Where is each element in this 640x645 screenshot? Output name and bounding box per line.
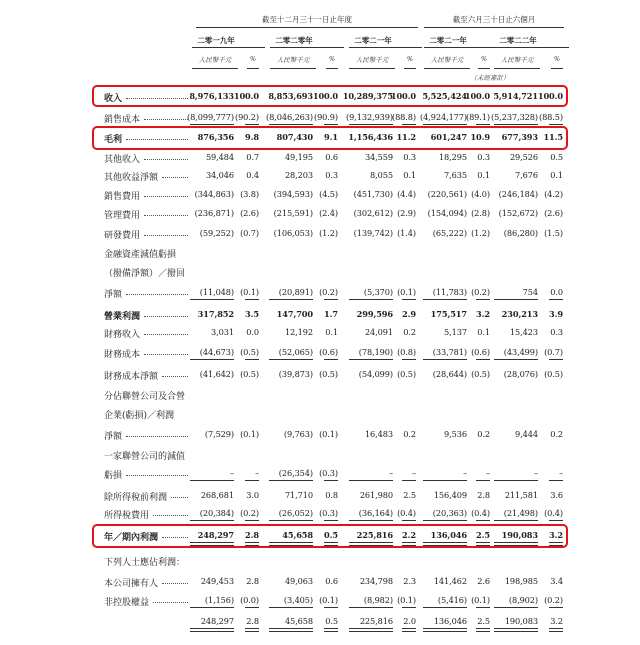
cell-amount: (394,593) (273, 189, 313, 199)
cell-amount: 261,980 (359, 490, 393, 500)
cell-percent: (90.9) (313, 112, 338, 122)
cell-amount: (52,065) (278, 347, 313, 357)
cell-amount: 248,297 (200, 616, 234, 626)
row-label: 銷售費用 (104, 192, 141, 202)
cell-amount: 8,853,693 (268, 91, 313, 101)
cell-percent: (0.5) (397, 369, 416, 379)
year-group-header: 截至十二月三十一日止年度 (262, 15, 352, 24)
cell-amount: 49,195 (284, 152, 313, 162)
cell-percent: (89.1) (465, 112, 490, 122)
unit-label: 人民幣千元 (198, 56, 232, 64)
cell-percent: (0.2) (319, 287, 338, 297)
cell-amount: (36,164) (358, 508, 393, 518)
row-label: 財務成本淨額 (104, 372, 159, 382)
row-label: 銷售成本 (104, 115, 141, 125)
cell-percent: 0.1 (403, 170, 416, 180)
cell-percent: 0.1 (550, 170, 563, 180)
cell-percent: 100.0 (312, 91, 338, 101)
cell-amount: (9,132,939) (346, 112, 393, 122)
cell-amount: 807,430 (276, 132, 313, 142)
cell-amount: (5,416) (437, 595, 467, 605)
cell-percent: 0.5 (550, 152, 563, 162)
cell-amount: 45,658 (284, 616, 313, 626)
cell-amount: 190,083 (501, 530, 538, 540)
cell-amount: 3,031 (211, 327, 234, 337)
cell-percent: 3.2 (549, 530, 563, 540)
cell-amount: 7,635 (444, 170, 467, 180)
cell-percent: (0.4) (544, 508, 563, 518)
row-label: 其他收入 (104, 155, 141, 165)
cell-percent: 0.0 (550, 287, 563, 297)
cell-amount: 12,192 (284, 327, 313, 337)
percent-label: % (406, 55, 414, 63)
cell-amount: 28,203 (284, 170, 313, 180)
row-label: 淨額 (104, 290, 123, 300)
row-label: 非控股權益 (104, 598, 150, 608)
cell-percent: (2.9) (397, 208, 416, 218)
cell-amount: (33,781) (432, 347, 467, 357)
cell-amount: 45,658 (282, 530, 313, 540)
cell-amount: – (230, 468, 234, 478)
cell-amount: (65,222) (432, 228, 467, 238)
cell-amount: (41,642) (199, 369, 234, 379)
cell-percent: 2.8 (245, 530, 259, 540)
cell-percent: 2.5 (403, 490, 416, 500)
cell-amount: 225,816 (359, 616, 393, 626)
cell-amount: (451,730) (353, 189, 393, 199)
row-label: 收入 (104, 94, 123, 104)
cell-amount: (154,094) (427, 208, 467, 218)
cell-amount: (7,529) (204, 429, 234, 439)
row-label: 營業利潤 (104, 312, 141, 322)
cell-amount: 24,091 (364, 327, 393, 337)
cell-amount: – (463, 468, 467, 478)
cell-percent: 1.7 (324, 309, 338, 319)
cell-amount: (26,052) (278, 508, 313, 518)
cell-percent: (0.3) (319, 468, 338, 478)
cell-percent: 3.2 (550, 616, 563, 626)
cell-percent: 0.3 (550, 327, 563, 337)
cell-percent: 0.0 (246, 327, 259, 337)
cell-percent: 0.7 (246, 152, 259, 162)
cell-percent: 3.2 (476, 309, 490, 319)
cell-amount: 225,816 (356, 530, 393, 540)
cell-amount: 299,596 (356, 309, 393, 319)
cell-percent: 2.9 (402, 309, 416, 319)
cell-percent: (90.2) (234, 112, 259, 122)
cell-percent: (1.2) (319, 228, 338, 238)
cell-percent: (0.2) (471, 287, 490, 297)
cell-percent: 0.2 (403, 429, 416, 439)
cell-percent: 2.6 (477, 576, 490, 586)
cell-percent: 0.1 (477, 170, 490, 180)
row-label: 金融資產減值虧損 (104, 250, 177, 260)
cell-amount: 601,247 (430, 132, 467, 142)
cell-amount: (20,891) (278, 287, 313, 297)
cell-amount: (4,924,177) (420, 112, 467, 122)
row-label: （撥備淨額）／撥回 (104, 269, 186, 279)
cell-percent: 0.6 (325, 576, 338, 586)
cell-percent: (0.5) (319, 369, 338, 379)
cell-amount: (302,612) (353, 208, 393, 218)
cell-amount: 141,462 (433, 576, 467, 586)
unit-label: 人民幣千元 (430, 56, 464, 64)
cell-percent: (0.0) (240, 595, 259, 605)
cell-amount: (3,405) (283, 595, 313, 605)
cell-amount: 234,798 (359, 576, 393, 586)
cell-percent: (0.2) (240, 508, 259, 518)
cell-percent: 11.5 (543, 132, 563, 142)
cell-amount: (21,498) (503, 508, 538, 518)
cell-percent: 3.5 (245, 309, 259, 319)
cell-amount: 18,295 (438, 152, 467, 162)
cell-amount: 8,055 (370, 170, 393, 180)
row-label: 所得稅費用 (104, 511, 150, 521)
cell-percent: (1.4) (397, 228, 416, 238)
cell-amount: 190,083 (504, 616, 538, 626)
cell-amount: 876,356 (197, 132, 234, 142)
cell-percent: (0.1) (471, 595, 490, 605)
cell-amount: 5,525,424 (422, 91, 467, 101)
cell-percent: (0.5) (240, 347, 259, 357)
cell-amount: (78,190) (358, 347, 393, 357)
unit-label: 人民幣千元 (355, 56, 389, 64)
cell-amount: (43,499) (503, 347, 538, 357)
cell-amount: (246,184) (498, 189, 538, 199)
cell-amount: 677,393 (501, 132, 538, 142)
cell-amount: 15,423 (509, 327, 538, 337)
column-year-header: 二零二一年 (354, 36, 392, 45)
percent-label: % (553, 55, 561, 63)
cell-amount: 136,046 (430, 530, 467, 540)
cell-amount: 754 (522, 287, 538, 297)
row-label: 毛利 (104, 135, 123, 145)
cell-percent: 100.0 (233, 91, 259, 101)
percent-label: % (480, 55, 488, 63)
cell-percent: 2.5 (477, 616, 490, 626)
cell-percent: 3.4 (550, 576, 563, 586)
cell-percent: 2.8 (246, 576, 259, 586)
cell-percent: 0.1 (477, 327, 490, 337)
cell-amount: 5,914,721 (493, 91, 538, 101)
cell-percent: 3.0 (246, 490, 259, 500)
cell-amount: 136,046 (433, 616, 467, 626)
cell-percent: (2.8) (471, 208, 490, 218)
cell-amount: (28,076) (503, 369, 538, 379)
cell-percent: 0.6 (325, 152, 338, 162)
cell-amount: 1,156,436 (348, 132, 393, 142)
cell-amount: 8,976,133 (189, 91, 234, 101)
cell-percent: (1.5) (544, 228, 563, 238)
cell-percent: (3.8) (240, 189, 259, 199)
cell-percent: 0.1 (325, 327, 338, 337)
cell-amount: (44,673) (199, 347, 234, 357)
cell-amount: (20,363) (432, 508, 467, 518)
gross-profit-highlight (92, 126, 568, 150)
cell-percent: 0.5 (325, 616, 338, 626)
cell-percent: (0.5) (240, 369, 259, 379)
cell-percent: 2.5 (476, 530, 490, 540)
cell-percent: (0.4) (397, 508, 416, 518)
cell-amount: (5,370) (363, 287, 393, 297)
cell-amount: (39,873) (278, 369, 313, 379)
cell-percent: (0.5) (471, 369, 490, 379)
cell-percent: (1.2) (471, 228, 490, 238)
cell-percent: (2.6) (544, 208, 563, 218)
cell-amount: 317,852 (197, 309, 234, 319)
cell-percent: 3.9 (549, 309, 563, 319)
cell-percent: (4.0) (471, 189, 490, 199)
cell-amount: (9,763) (283, 429, 313, 439)
cell-amount: 34,559 (364, 152, 393, 162)
unit-label: 人民幣千元 (276, 56, 310, 64)
cell-amount: (236,871) (194, 208, 234, 218)
cell-amount: 29,526 (509, 152, 538, 162)
row-label: 一家聯營公司的減值 (104, 452, 186, 462)
cell-percent: (0.1) (397, 287, 416, 297)
cell-percent: (0.1) (240, 429, 259, 439)
cell-amount: (152,672) (498, 208, 538, 218)
cell-amount: 49,063 (284, 576, 313, 586)
cell-percent: (2.4) (319, 208, 338, 218)
cell-amount: (139,742) (353, 228, 393, 238)
cell-amount: 198,985 (504, 576, 538, 586)
cell-percent: – (486, 468, 490, 478)
cell-amount: 248,297 (197, 530, 234, 540)
cell-percent: 0.2 (477, 429, 490, 439)
row-label: 其他收益淨額 (104, 173, 159, 183)
cell-amount: (8,046,263) (266, 112, 313, 122)
cell-percent: (88.5) (538, 112, 563, 122)
cell-percent: 10.9 (470, 132, 490, 142)
unaudited-label: （未經審計） (470, 74, 510, 82)
percent-label: % (328, 55, 336, 63)
cell-percent: 2.0 (403, 616, 416, 626)
cell-percent: – (412, 468, 416, 478)
cell-percent: (0.1) (240, 287, 259, 297)
cell-percent: (0.1) (319, 595, 338, 605)
half-group-header: 截至六月三十日止六個月 (452, 15, 536, 24)
row-label: 研發費用 (104, 231, 141, 241)
cell-amount: 71,710 (284, 490, 313, 500)
cell-amount: 9,444 (515, 429, 538, 439)
cell-percent: 3.6 (550, 490, 563, 500)
row-label: 下列人士應佔利潤： (104, 558, 186, 568)
cell-percent: (88.8) (391, 112, 416, 122)
cell-percent: 9.8 (245, 132, 259, 142)
cell-percent: (0.2) (544, 595, 563, 605)
cell-amount: 249,453 (200, 576, 234, 586)
cell-percent: 2.2 (402, 530, 416, 540)
column-year-header: 二零二二年 (499, 36, 537, 45)
row-label: 企業(虧損)／利潤 (104, 411, 175, 421)
cell-amount: (344,863) (194, 189, 234, 199)
profit-highlight (92, 524, 568, 548)
cell-percent: (0.8) (397, 347, 416, 357)
cell-amount: (11,048) (199, 287, 234, 297)
cell-percent: 0.4 (246, 170, 259, 180)
row-label: 年／期內利潤 (104, 533, 159, 543)
cell-amount: (8,099,777) (187, 112, 234, 122)
cell-percent: 11.2 (396, 132, 416, 142)
cell-amount: 268,681 (200, 490, 234, 500)
cell-amount: (28,644) (432, 369, 467, 379)
cell-percent: – (255, 468, 259, 478)
cell-amount: 156,409 (433, 490, 467, 500)
cell-percent: (0.1) (319, 429, 338, 439)
cell-percent: 0.3 (477, 152, 490, 162)
unit-label: 人民幣千元 (500, 56, 534, 64)
cell-amount: (26,354) (278, 468, 313, 478)
row-label: 分佔聯營公司及合營 (104, 392, 186, 402)
row-label: 除所得稅前利潤 (104, 493, 168, 503)
cell-amount: (106,053) (273, 228, 313, 238)
cell-amount: (86,280) (503, 228, 538, 238)
cell-percent: (4.5) (319, 189, 338, 199)
cell-amount: 5,137 (444, 327, 467, 337)
row-label: 管理費用 (104, 211, 141, 221)
cell-amount: 175,517 (430, 309, 467, 319)
cell-percent: (2.6) (240, 208, 259, 218)
cell-amount: (215,591) (273, 208, 313, 218)
cell-amount: (5,237,328) (491, 112, 538, 122)
cell-percent: 9.1 (324, 132, 338, 142)
cell-amount: 34,046 (205, 170, 234, 180)
cell-percent: (0.3) (319, 508, 338, 518)
column-year-header: 二零二零年 (275, 36, 313, 45)
row-label: 財務成本 (104, 350, 141, 360)
cell-amount: (1,156) (204, 595, 234, 605)
column-year-header: 二零一九年 (197, 36, 235, 45)
cell-amount: 230,213 (501, 309, 538, 319)
revenue-highlight (92, 85, 568, 107)
cell-amount: (20,384) (199, 508, 234, 518)
cell-percent: (4.2) (544, 189, 563, 199)
row-label: 本公司擁有人 (104, 579, 159, 589)
cell-percent: 0.3 (403, 152, 416, 162)
cell-amount: 211,581 (504, 490, 538, 500)
cell-percent: (4.4) (397, 189, 416, 199)
cell-percent: 2.8 (246, 616, 259, 626)
cell-percent: 2.3 (403, 576, 416, 586)
cell-percent: (0.6) (319, 347, 338, 357)
cell-percent: 100.0 (390, 91, 416, 101)
cell-percent: – (559, 468, 563, 478)
cell-percent: 100.0 (464, 91, 490, 101)
cell-amount: (11,783) (432, 287, 467, 297)
cell-percent: (0.7) (544, 347, 563, 357)
cell-amount: 7,676 (515, 170, 538, 180)
cell-amount: (8,982) (363, 595, 393, 605)
cell-amount: 59,484 (205, 152, 234, 162)
cell-amount: – (389, 468, 393, 478)
cell-percent: (0.7) (240, 228, 259, 238)
cell-amount: (54,099) (358, 369, 393, 379)
percent-label: % (249, 55, 257, 63)
cell-percent: 0.5 (324, 530, 338, 540)
cell-percent: 2.8 (477, 490, 490, 500)
cell-amount: (8,902) (508, 595, 538, 605)
cell-percent: (0.5) (544, 369, 563, 379)
cell-percent: (0.4) (471, 508, 490, 518)
cell-amount: 9,536 (444, 429, 467, 439)
cell-amount: (59,252) (199, 228, 234, 238)
cell-percent: 0.8 (325, 490, 338, 500)
cell-amount: 147,700 (276, 309, 313, 319)
column-year-header: 二零二一年 (429, 36, 467, 45)
cell-amount: 16,483 (364, 429, 393, 439)
row-label: 虧損 (104, 471, 123, 481)
cell-percent: 0.3 (325, 170, 338, 180)
cell-amount: (220,561) (427, 189, 467, 199)
cell-amount: 10,289,375 (342, 91, 393, 101)
cell-percent: 100.0 (537, 91, 563, 101)
cell-percent: (0.6) (471, 347, 490, 357)
row-label: 財務收入 (104, 330, 141, 340)
cell-percent: 0.2 (403, 327, 416, 337)
cell-amount: – (534, 468, 538, 478)
row-label: 淨額 (104, 432, 123, 442)
cell-percent: 0.2 (550, 429, 563, 439)
cell-percent: (0.1) (397, 595, 416, 605)
